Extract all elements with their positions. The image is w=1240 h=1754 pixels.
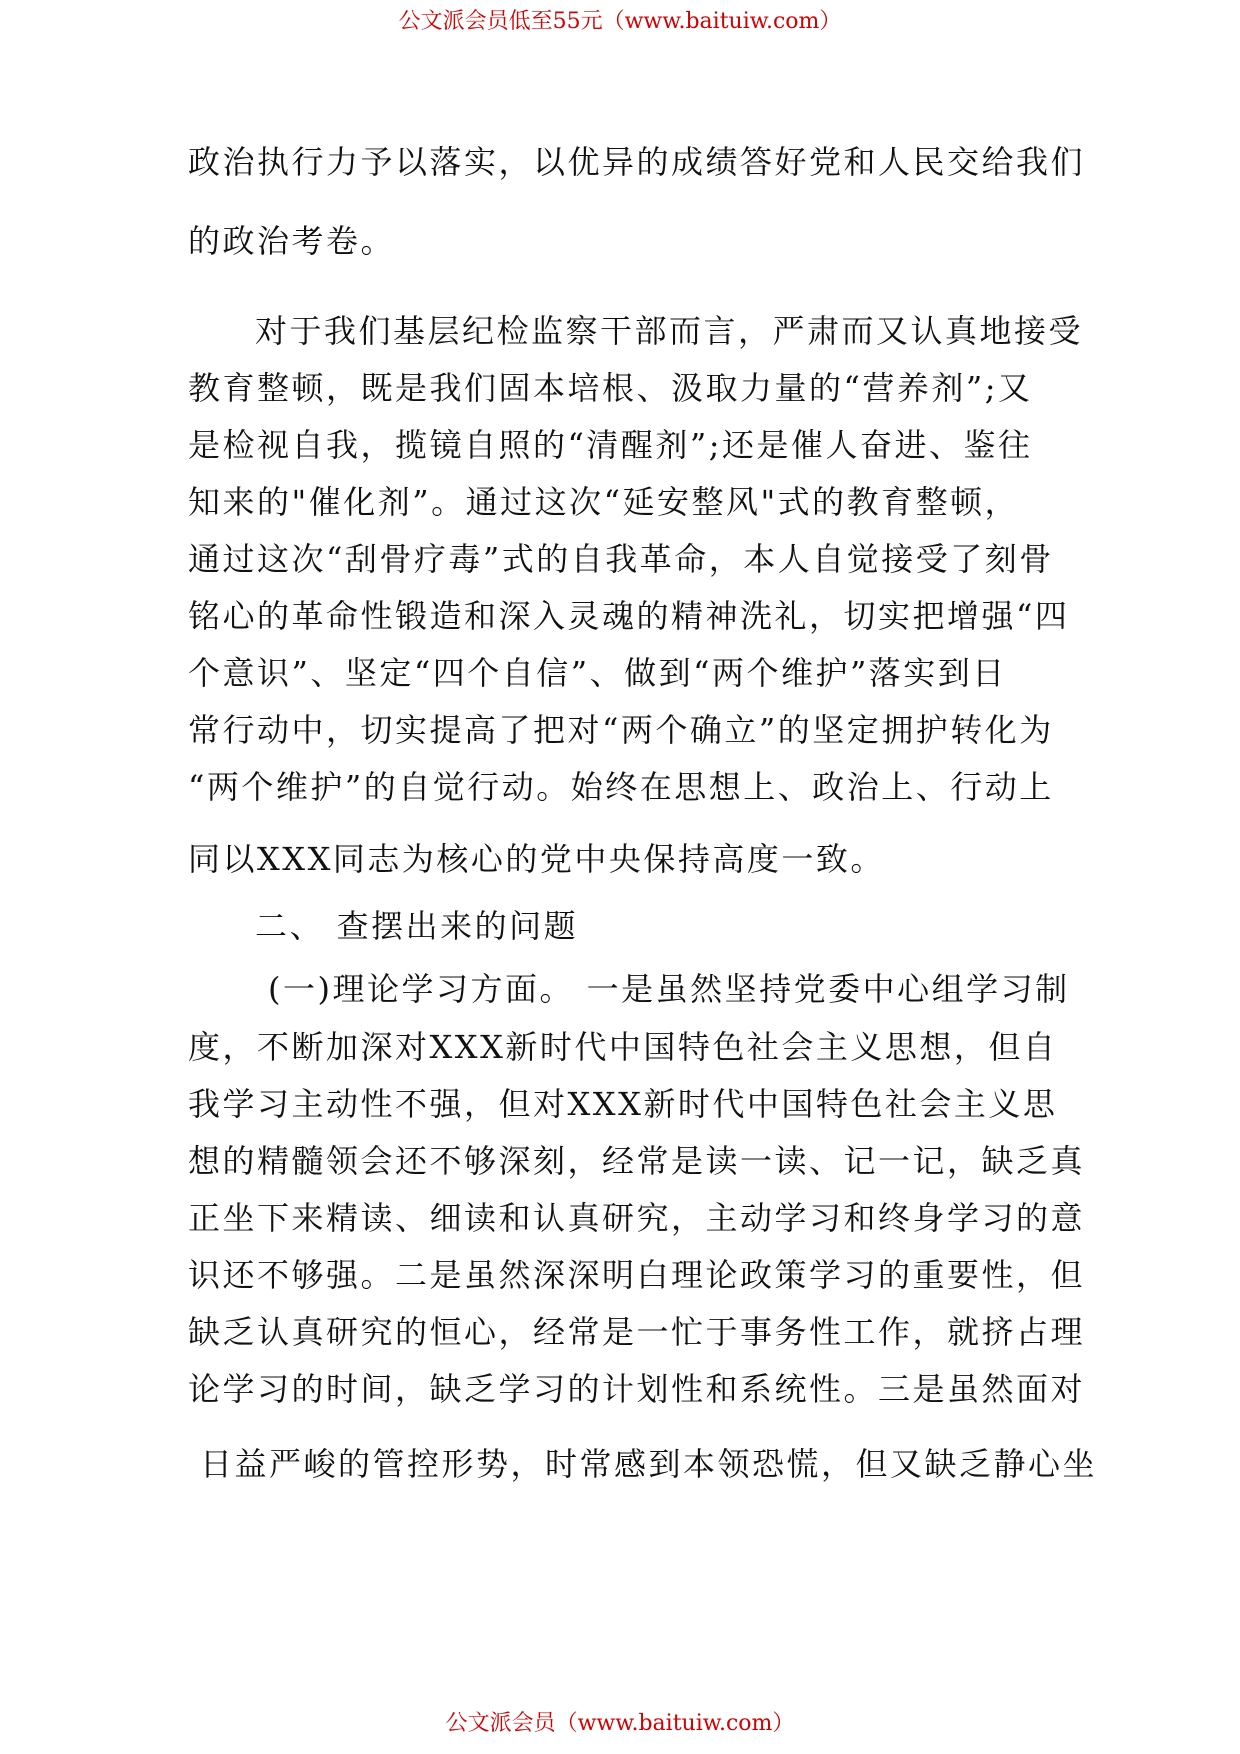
body-line: 个意识”、坚定“四个自信”、做到“两个维护”落实到日 bbox=[188, 654, 1007, 692]
body-line: 度，不断加深对XXX新时代中国特色社会主义思想，但自 bbox=[188, 1028, 1058, 1066]
subsection-line: (一)理论学习方面。 一是虽然坚持党委中心组学习制 bbox=[268, 970, 1070, 1008]
body-line: 日益严峻的管控形势，时常感到本领恐慌，但又缺乏静心坐 bbox=[200, 1445, 1098, 1483]
body-line: 政治执行力予以落实，以优异的成绩答好党和人民交给我们 bbox=[188, 143, 1086, 181]
body-line: 缺乏认真研究的恒心，经常是一忙于事务性工作，就挤占理 bbox=[188, 1313, 1086, 1351]
body-line: 论学习的时间，缺乏学习的计划性和系统性。三是虽然面对 bbox=[188, 1370, 1086, 1408]
body-line: 对于我们基层纪检监察干部而言，严肃而又认真地接受 bbox=[255, 312, 1084, 350]
body-line: 铭心的革命性锻造和深入灵魂的精神洗礼，切实把增强“四 bbox=[188, 597, 1070, 635]
body-line: 常行动中，切实提高了把对“两个确立”的坚定拥护转化为 bbox=[188, 711, 1054, 749]
body-line: 我学习主动性不强，但对XXX新时代中国特色社会主义思 bbox=[188, 1085, 1058, 1123]
body-line: “两个维护”的自觉行动。始终在思想上、政治上、行动上 bbox=[188, 768, 1054, 806]
body-line: 正坐下来精读、细读和认真研究，主动学习和终身学习的意 bbox=[188, 1199, 1086, 1237]
body-line: 同以XXX同志为核心的党中央保持高度一致。 bbox=[188, 840, 885, 878]
body-line: 教育整顿，既是我们固本培根、汲取力量的“营养剂”;又 bbox=[188, 369, 1033, 407]
body-line: 通过这次“刮骨疗毒”式的自我革命，本人自觉接受了刻骨 bbox=[188, 540, 1054, 578]
footer-watermark-banner: 公文派会员（www.baituiw.com） bbox=[445, 1711, 795, 1736]
section-heading: 二、 查摆出来的问题 bbox=[255, 907, 579, 945]
body-line: 识还不够强。二是虽然深深明白理论政策学习的重要性，但 bbox=[188, 1256, 1086, 1294]
body-line: 是检视自我，揽镜自照的“清醒剂”;还是催人奋进、鉴往 bbox=[188, 426, 1033, 464]
header-watermark-banner: 公文派会员低至55元（www.baituiw.com） bbox=[398, 9, 842, 34]
body-line: 想的精髓领会还不够深刻，经常是读一读、记一记，缺乏真 bbox=[188, 1142, 1086, 1180]
body-line: 知来的"催化剂”。通过这次“延安整风"式的教育整顿， bbox=[188, 483, 1020, 521]
body-line: 的政治考卷。 bbox=[188, 222, 396, 260]
